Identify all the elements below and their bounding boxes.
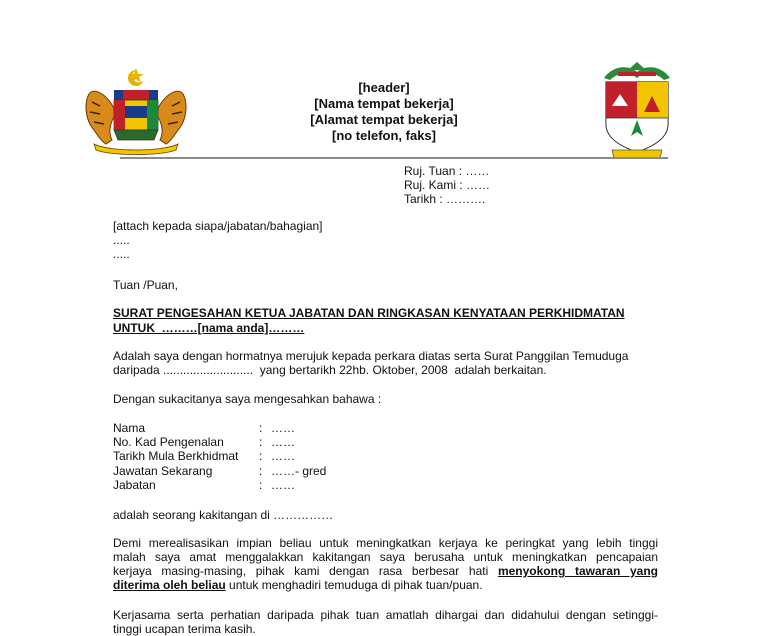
support-text: kerjaya masing-masing, pihak kami dengan rasa berbesar hati (113, 564, 498, 578)
detail-label: No. Kad Pengenalan (113, 435, 224, 449)
letterhead-phone-fax: [no telefon, faks] (331, 128, 436, 143)
subject-prefix: UNTUK (113, 321, 162, 335)
detail-row: Jawatan Sekarang : ……- gred (113, 464, 327, 478)
detail-value: …… (271, 449, 295, 463)
letterhead-workplace-name: [Nama tempat bekerja] (314, 96, 454, 111)
tarikh: Tarikh : ………. (404, 192, 486, 206)
detail-label: Jabatan (113, 478, 156, 492)
detail-row: Tarikh Mula Berkhidmat : …… (113, 449, 295, 463)
subject-name-placeholder: ………[nama anda]……… (161, 321, 305, 335)
letterhead-header: [header] (358, 80, 410, 95)
support-line (113, 564, 658, 578)
reference-block (404, 164, 490, 206)
thanks-line: tinggi ucapan terima kasih. (113, 622, 256, 636)
letterhead-divider (120, 157, 668, 159)
salutation: Tuan /Puan, (113, 278, 178, 292)
detail-label: Jawatan Sekarang (113, 464, 213, 478)
support-line: Demi merealisasikan impian beliau untuk meningkatkan kerjaya ke peringkat yang lebih tinggi (113, 536, 658, 550)
detail-value: …… (271, 435, 295, 449)
recipient-placeholder: ..... (113, 247, 130, 261)
paragraph-reference: Adalah saya dengan hormatnya merujuk kepada perkara diatas serta Surat Panggilan Temuduga (113, 349, 629, 363)
support-line: malah saya amat menggalakkan kakitangan saya berusaha untuk meningkatkan pencapaian (113, 550, 658, 564)
detail-row: No. Kad Pengenalan : …… (113, 435, 295, 449)
letterhead-workplace-address: [Alamat tempat bekerja] (310, 112, 458, 127)
subject-line: SURAT PENGESAHAN KETUA JABATAN DAN RINGKASAN KENYATAAN PERKHIDMATAN (113, 306, 625, 320)
support-emphasis: diterima oleh beliau (113, 578, 226, 592)
letterhead (0, 80, 768, 144)
recipient-placeholder: ..... (113, 233, 130, 247)
detail-row: Nama : …… (113, 421, 295, 435)
detail-value: …… (271, 421, 295, 435)
subject-line-2 (113, 321, 304, 335)
paragraph-thanks (113, 608, 658, 636)
support-emphasis: menyokong tawaran yang (497, 564, 658, 578)
detail-row: Jabatan : …… (113, 478, 295, 492)
paragraph-reference-2: daripada ........................... yang bertarikh 22hb. Oktober, 2008 adalah berkaitan. (113, 363, 547, 377)
paragraph-employee: adalah seorang kakitangan di …………… (113, 508, 334, 522)
detail-value: ……- gred (271, 464, 327, 478)
support-line (113, 578, 658, 592)
support-text: untuk menghadiri temuduga di pihak tuan/puan. (225, 578, 483, 592)
thanks-line: Kerjasama serta perhatian daripada pihak tuan amatlah dihargai dan didahului dengan setinggi- (113, 608, 658, 622)
paragraph-support (113, 536, 658, 592)
detail-value: …… (271, 478, 295, 492)
recipient-line: [attach kepada siapa/jabatan/bahagian] (113, 219, 323, 233)
detail-label: Tarikh Mula Berkhidmat (113, 449, 239, 463)
ruj-kami: Ruj. Kami : …… (404, 178, 491, 192)
paragraph-confirm: Dengan sukacitanya saya mengesahkan bahawa : (113, 392, 382, 406)
ruj-tuan: Ruj. Tuan : …… (404, 164, 490, 178)
detail-label: Nama (113, 421, 146, 435)
